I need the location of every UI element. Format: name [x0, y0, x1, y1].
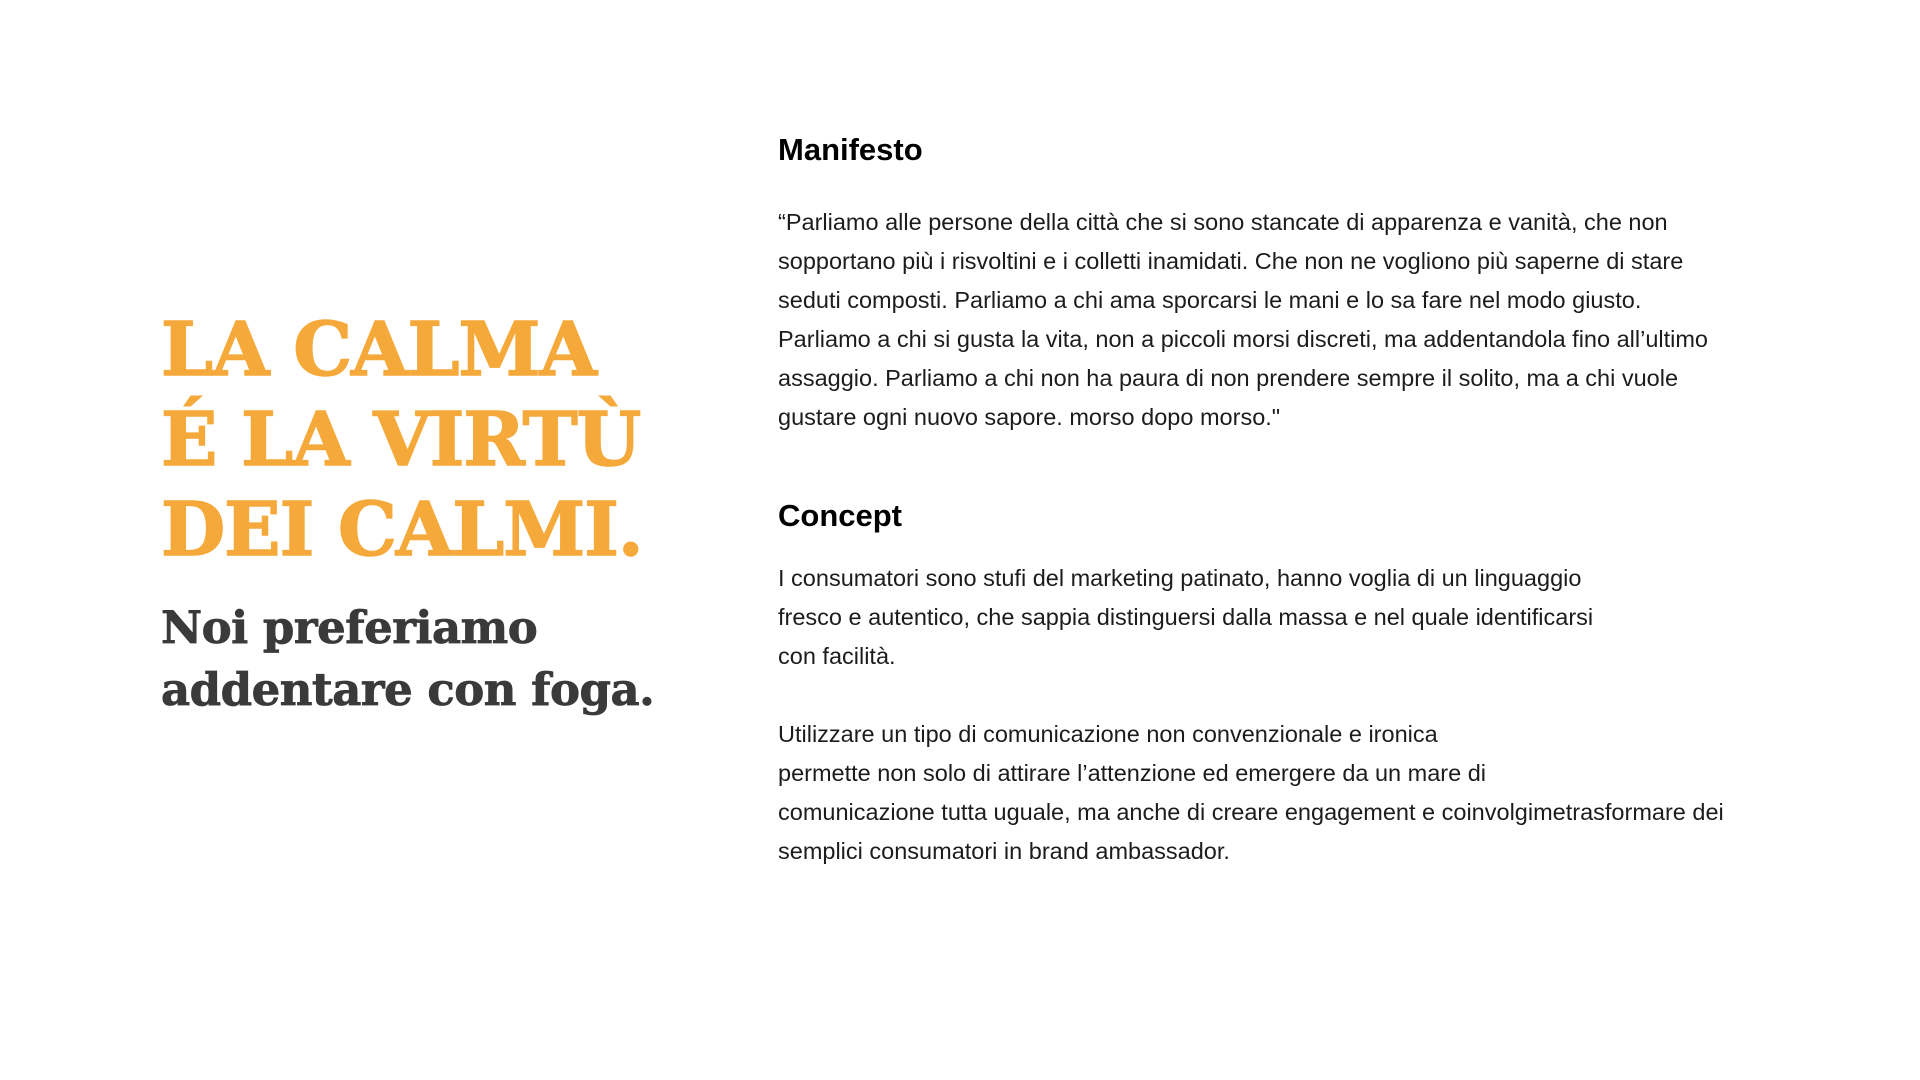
concept-section — [778, 494, 1788, 871]
concept-line: Utilizzare un tipo di comunicazione non convenzionale e ironica — [778, 721, 1438, 747]
manifesto-line: seduti composti. Parliamo a chi ama sporcarsi le mani e lo sa fare nel modo giusto. — [778, 287, 1642, 313]
manifesto-section — [778, 128, 1788, 437]
concept-paragraph — [778, 715, 1788, 871]
subheadline — [161, 597, 681, 721]
concept-line: permette non solo di attirare l’attenzione ed emergere da un mare di — [778, 760, 1487, 786]
concept-line: con facilità. — [778, 643, 896, 669]
manifesto-line: “Parliamo alle persone della città che si sono stancate di apparenza e vanità, che non — [778, 209, 1668, 235]
concept-line: comunicazione tutta uguale, ma anche di creare engagement e coinvolgimetrasformare dei — [778, 799, 1724, 825]
subheadline-line: addentare con foga. — [161, 663, 655, 716]
concept-title: Concept — [778, 498, 902, 533]
concept-line: fresco e autentico, che sappia distinguersi dalla massa e nel quale identificarsi — [778, 604, 1594, 630]
headline — [161, 305, 681, 575]
subheadline-line: Noi preferiamo — [161, 601, 538, 654]
headline-line: LA CALMA — [161, 307, 596, 393]
headline-line: DEI CALMI. — [161, 487, 643, 573]
concept-paragraph — [778, 559, 1788, 676]
concept-line: semplici consumatori in brand ambassador. — [778, 838, 1230, 864]
concept-line: I consumatori sono stufi del marketing patinato, hanno voglia di un linguaggio — [778, 565, 1582, 591]
headline-line: É LA VIRTÙ — [161, 397, 641, 483]
manifesto-text — [778, 203, 1788, 437]
manifesto-title: Manifesto — [778, 132, 923, 167]
manifesto-line: gustare ogni nuovo sapore. morso dopo morso." — [778, 404, 1281, 430]
hero-block — [161, 305, 681, 721]
manifesto-line: assaggio. Parliamo a chi non ha paura di non prendere sempre il solito, ma a chi vuole — [778, 365, 1679, 391]
manifesto-line: sopportano più i risvoltini e i colletti inamidati. Che non ne vogliono più saperne di stare — [778, 248, 1684, 274]
manifesto-line: Parliamo a chi si gusta la vita, non a piccoli morsi discreti, ma addentandola fino all’ultimo — [778, 326, 1709, 352]
text-column — [778, 128, 1788, 871]
